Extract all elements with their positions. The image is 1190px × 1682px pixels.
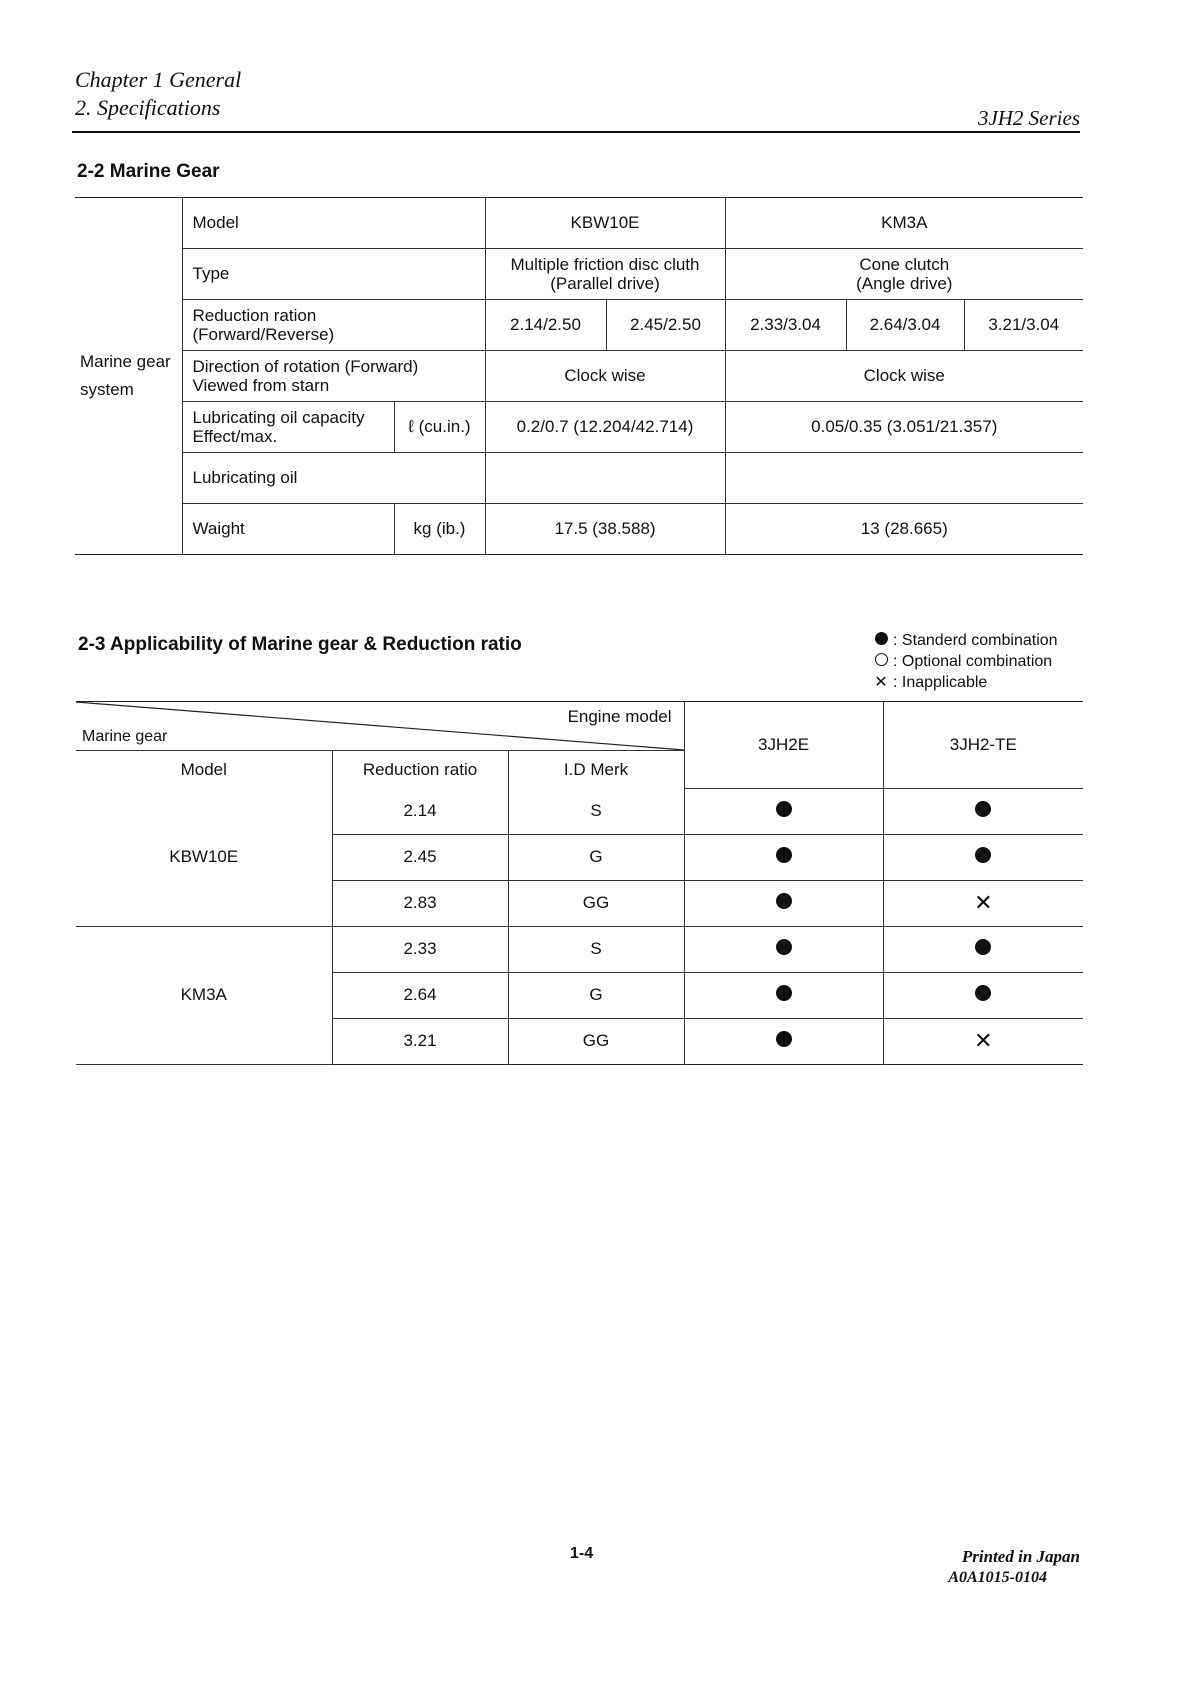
legend-inapplicable-text: : Inapplicable xyxy=(893,674,988,691)
applicability-heading: 2-3 Applicability of Marine gear & Reduction ratio xyxy=(78,634,522,655)
label-lub-capacity xyxy=(182,402,394,453)
combination-cell xyxy=(684,1018,883,1064)
label-weight: Waight xyxy=(182,504,394,555)
km-type xyxy=(725,249,1083,300)
col-reduction-ratio: Reduction ratio xyxy=(332,751,508,789)
engine-model-label: Engine model xyxy=(567,707,672,726)
legend-optional xyxy=(873,651,1058,672)
km-type-line1: Cone clutch xyxy=(859,255,950,274)
combination-cell xyxy=(684,834,883,880)
reduction-value: 2.45/2.50 xyxy=(606,300,725,351)
filled-circle-icon xyxy=(776,939,792,955)
km-lub-oil xyxy=(725,453,1083,504)
id-mark-cell: GG xyxy=(508,880,684,926)
section-title: 2. Specifications xyxy=(75,95,221,120)
cross-icon: ✕ xyxy=(974,1027,993,1053)
filled-circle-icon xyxy=(975,801,991,817)
col-model: Model xyxy=(180,759,227,779)
combination-cell xyxy=(684,880,883,926)
legend-standard xyxy=(873,630,1058,651)
combination-cell xyxy=(883,926,1083,972)
combination-cell xyxy=(883,880,1083,926)
combination-cell xyxy=(883,972,1083,1018)
row-model xyxy=(75,198,1083,249)
filled-circle-icon xyxy=(875,632,888,645)
row-weight xyxy=(75,504,1083,555)
id-mark-cell: S xyxy=(508,926,684,972)
reduction-ratio-cell: 2.45 xyxy=(332,834,508,880)
legend-inapplicable xyxy=(873,672,1058,693)
combination-cell xyxy=(883,788,1083,834)
kbw-weight: 17.5 (38.588) xyxy=(485,504,725,555)
label-rotation-line2: Viewed from starn xyxy=(192,376,330,395)
filled-circle-icon xyxy=(776,985,792,1001)
gear-model: KBW10E xyxy=(76,788,332,926)
reduction-ratio-cell: 2.83 xyxy=(332,880,508,926)
gear-model: KM3A xyxy=(76,926,332,1064)
filled-circle-icon xyxy=(975,939,991,955)
id-mark-cell: G xyxy=(508,834,684,880)
col-id-mark: I.D Merk xyxy=(508,751,684,789)
marine-gear-system-label: Marine gear system xyxy=(80,352,171,399)
kbw-model: KBW10E xyxy=(485,198,725,249)
kbw-type-line1: Multiple friction disc cluth xyxy=(510,255,700,274)
id-mark-cell: G xyxy=(508,972,684,1018)
cross-icon: ✕ xyxy=(974,889,993,915)
label-rotation xyxy=(182,351,485,402)
filled-circle-icon xyxy=(975,847,991,863)
km-type-line2: (Angle drive) xyxy=(856,274,953,293)
km-model: KM3A xyxy=(725,198,1083,249)
reduction-ratio-cell: 2.64 xyxy=(332,972,508,1018)
filled-circle-icon xyxy=(975,985,991,1001)
marine-gear-heading: 2-2 Marine Gear xyxy=(77,161,220,182)
km-rotation: Clock wise xyxy=(725,351,1083,402)
label-rotation-line1: Direction of rotation (Forward) xyxy=(192,357,419,376)
reduction-ratio-cell: 2.33 xyxy=(332,926,508,972)
filled-circle-icon xyxy=(776,801,792,817)
series-label: 3JH2 Series xyxy=(977,106,1080,130)
doc-code: A0A1015-0104 xyxy=(948,1569,1047,1586)
row-type xyxy=(75,249,1083,300)
filled-circle-icon xyxy=(776,847,792,863)
header-rule xyxy=(72,131,1080,133)
marine-gear-label: Marine gear xyxy=(82,728,168,745)
legend-optional-text: : Optional combination xyxy=(893,653,1053,670)
reduction-value: 2.33/3.04 xyxy=(725,300,846,351)
engine-3jh2-te: 3JH2-TE xyxy=(883,702,1083,789)
engine-3jh2e: 3JH2E xyxy=(684,702,883,789)
label-reduction-line1: Reduction ration xyxy=(192,306,317,325)
open-circle-icon xyxy=(875,653,888,666)
reduction-ratio-cell: 2.14 xyxy=(332,788,508,834)
kbw-lub-oil xyxy=(485,453,725,504)
reduction-value: 2.14/2.50 xyxy=(485,300,606,351)
filled-circle-icon xyxy=(776,1031,792,1047)
reduction-value: 2.64/3.04 xyxy=(846,300,964,351)
label-lub-capacity-line2: Effect/max. xyxy=(192,427,278,446)
row-lub-capacity xyxy=(75,402,1083,453)
km-lub-capacity: 0.05/0.35 (3.051/21.357) xyxy=(725,402,1083,453)
legend-standard-text: : Standerd combination xyxy=(893,632,1058,649)
diagonal-header-cell xyxy=(76,702,684,751)
kbw-type xyxy=(485,249,725,300)
row-lub-oil xyxy=(75,453,1083,504)
table-row xyxy=(76,788,1083,834)
label-lub-capacity-line1: Lubricating oil capacity xyxy=(192,408,365,427)
id-mark-cell: GG xyxy=(508,1018,684,1064)
id-mark-cell: S xyxy=(508,788,684,834)
combination-cell xyxy=(883,1018,1083,1064)
combination-cell xyxy=(684,788,883,834)
kbw-type-line2: (Parallel drive) xyxy=(550,274,660,293)
combination-cell xyxy=(883,834,1083,880)
label-type: Type xyxy=(182,249,485,300)
page-number: 1-4 xyxy=(570,1545,594,1562)
reduction-value: 3.21/3.04 xyxy=(964,300,1083,351)
label-lub-oil: Lubricating oil xyxy=(182,453,485,504)
kbw-rotation: Clock wise xyxy=(485,351,725,402)
cross-icon: ✕ xyxy=(874,674,888,691)
label-reduction xyxy=(182,300,485,351)
unit-lub-capacity: ℓ (cu.in.) xyxy=(394,402,485,453)
marine-gear-table xyxy=(75,197,1083,555)
chapter-title: Chapter 1 General xyxy=(75,67,242,92)
filled-circle-icon xyxy=(776,893,792,909)
combination-cell xyxy=(684,926,883,972)
applicability-table xyxy=(76,701,1083,1065)
km-weight: 13 (28.665) xyxy=(725,504,1083,555)
combination-cell xyxy=(684,972,883,1018)
legend xyxy=(873,630,1058,693)
reduction-ratio-cell: 3.21 xyxy=(332,1018,508,1064)
printed-in: Printed in Japan xyxy=(961,1547,1080,1566)
label-model: Model xyxy=(182,198,485,249)
label-reduction-line2: (Forward/Reverse) xyxy=(192,325,335,344)
table-row xyxy=(76,926,1083,972)
kbw-lub-capacity: 0.2/0.7 (12.204/42.714) xyxy=(485,402,725,453)
header-row xyxy=(76,702,1083,751)
row-reduction xyxy=(75,300,1083,351)
unit-weight: kg (ib.) xyxy=(394,504,485,555)
row-rotation xyxy=(75,351,1083,402)
